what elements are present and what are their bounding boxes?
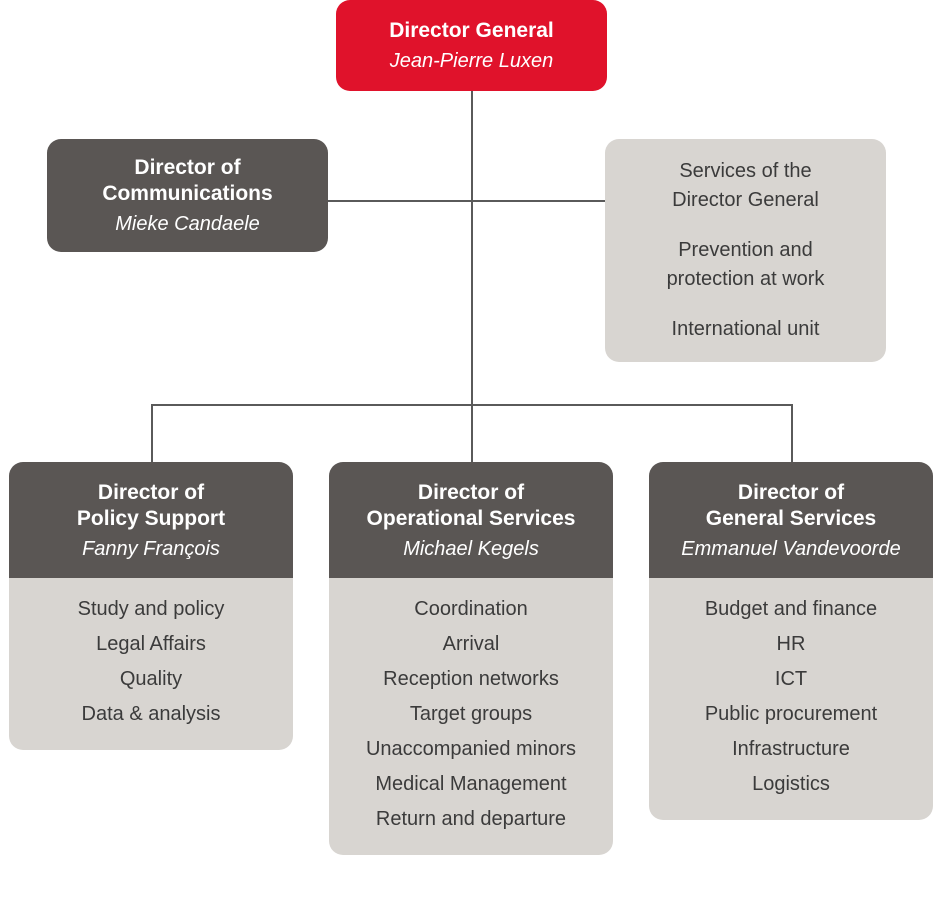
list-item: Arrival <box>442 633 500 655</box>
general-services-title-line1: Director of <box>737 481 845 504</box>
list-item: Budget and finance <box>704 598 878 620</box>
operational-services-title-line2: Operational Services <box>366 507 576 530</box>
services-block-3 <box>672 315 820 344</box>
list-item: Coordination <box>414 598 528 620</box>
services-block2-line2: protection at work <box>666 268 825 290</box>
list-item: Public procurement <box>704 703 878 725</box>
policy-support-person: Fanny François <box>82 538 220 560</box>
policy-support-items <box>9 578 293 750</box>
policy-support-title-line1: Director of <box>97 481 205 504</box>
policy-support-header <box>9 462 293 578</box>
operational-services-person: Michael Kegels <box>403 538 539 560</box>
list-item: Target groups <box>409 703 533 725</box>
node-director-general[interactable] <box>336 0 607 91</box>
list-item: HR <box>776 633 806 655</box>
connector-dg-down <box>471 91 473 201</box>
list-item: Infrastructure <box>732 738 850 760</box>
list-item: Study and policy <box>77 598 225 620</box>
general-services-header <box>649 462 933 578</box>
list-item: Logistics <box>752 773 830 795</box>
node-services-director-general[interactable] <box>605 139 886 362</box>
communications-title-line1: Director of <box>134 155 241 179</box>
list-item: Unaccompanied minors <box>365 738 577 760</box>
list-item: Legal Affairs <box>96 633 206 655</box>
node-directorate-policy-support[interactable] <box>9 462 293 750</box>
list-item: ICT <box>774 668 808 690</box>
policy-support-title-line2: Policy Support <box>76 507 226 530</box>
list-item: Reception networks <box>383 668 559 690</box>
connector-drop-policy <box>151 404 153 462</box>
services-block1-line2: Director General <box>672 189 819 211</box>
node-directorate-operational-services[interactable] <box>329 462 613 855</box>
general-services-title-line2: General Services <box>705 507 877 530</box>
general-services-items <box>649 578 933 820</box>
connector-drop-operational <box>471 404 473 462</box>
communications-person: Mieke Candaele <box>115 212 260 235</box>
operational-services-items <box>329 578 613 855</box>
list-item: Return and departure <box>375 808 567 830</box>
services-block3-line1: International unit <box>671 318 820 340</box>
connector-dg-down-2 <box>471 200 473 405</box>
list-item: Quality <box>119 668 183 690</box>
services-block-1 <box>672 157 819 215</box>
services-block1-line1: Services of the <box>679 160 812 182</box>
services-block-2 <box>667 236 825 294</box>
director-general-title: Director General <box>389 18 554 42</box>
node-directorate-general-services[interactable] <box>649 462 933 820</box>
services-block2-line1: Prevention and <box>678 239 813 261</box>
connector-drop-general <box>791 404 793 462</box>
list-item: Medical Management <box>375 773 567 795</box>
node-director-communications[interactable] <box>47 139 328 252</box>
operational-services-header <box>329 462 613 578</box>
operational-services-title-line1: Director of <box>417 481 525 504</box>
list-item: Data & analysis <box>81 703 221 725</box>
general-services-person: Emmanuel Vandevoorde <box>681 538 901 560</box>
communications-title-line2: Communications <box>102 181 273 205</box>
director-general-person: Jean-Pierre Luxen <box>389 49 554 72</box>
